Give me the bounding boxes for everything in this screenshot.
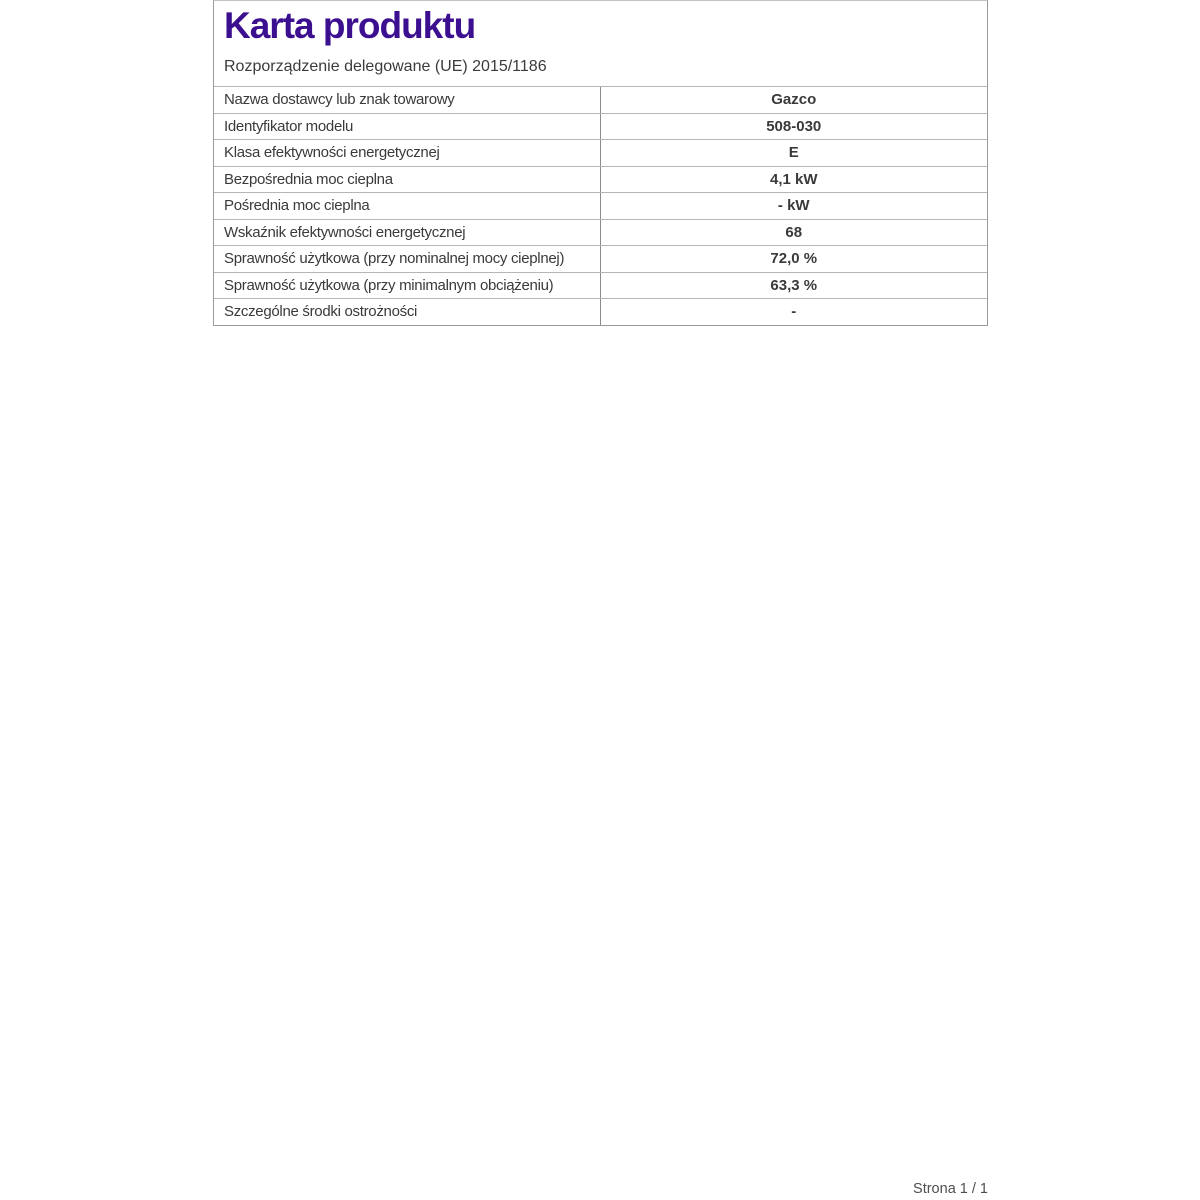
table-row — [214, 166, 987, 193]
row-label: Wskaźnik efektywności energetycznej — [214, 220, 601, 246]
row-label: Bezpośrednia moc cieplna — [214, 167, 601, 193]
page-title: Karta produktu — [224, 5, 476, 46]
row-value: - kW — [777, 197, 810, 215]
table-row — [214, 139, 987, 166]
table-row — [214, 245, 987, 272]
row-value: 508-030 — [766, 117, 822, 135]
row-value: 68 — [785, 223, 803, 241]
product-fiche-sheet — [213, 0, 988, 326]
row-label: Klasa efektywności energetycznej — [214, 140, 601, 166]
row-value: E — [788, 144, 799, 162]
page-number-indicator: Strona 1 / 1 — [913, 1181, 988, 1197]
table-row — [214, 113, 987, 140]
table-row — [214, 86, 987, 113]
row-value: 4,1 kW — [769, 170, 818, 188]
table-row — [214, 219, 987, 246]
row-label: Pośrednia moc cieplna — [214, 193, 601, 219]
row-label: Szczególne środki ostrożności — [214, 299, 601, 325]
table-row — [214, 298, 987, 325]
row-value: 63,3 % — [770, 276, 818, 294]
product-table — [214, 86, 987, 325]
fiche-header — [214, 1, 987, 86]
row-value: Gazco — [771, 91, 817, 109]
row-label: Nazwa dostawcy lub znak towarowy — [214, 87, 601, 113]
row-value: 72,0 % — [770, 250, 818, 268]
row-value: - — [791, 303, 797, 321]
page-subtitle: Rozporządzenie delegowane (UE) 2015/1186 — [224, 58, 547, 75]
row-label: Sprawność użytkowa (przy nominalnej mocy cieplnej) — [214, 246, 601, 272]
table-row — [214, 192, 987, 219]
table-row — [214, 272, 987, 299]
row-label: Sprawność użytkowa (przy minimalnym obciążeniu) — [214, 273, 601, 299]
row-label: Identyfikator modelu — [214, 114, 601, 140]
